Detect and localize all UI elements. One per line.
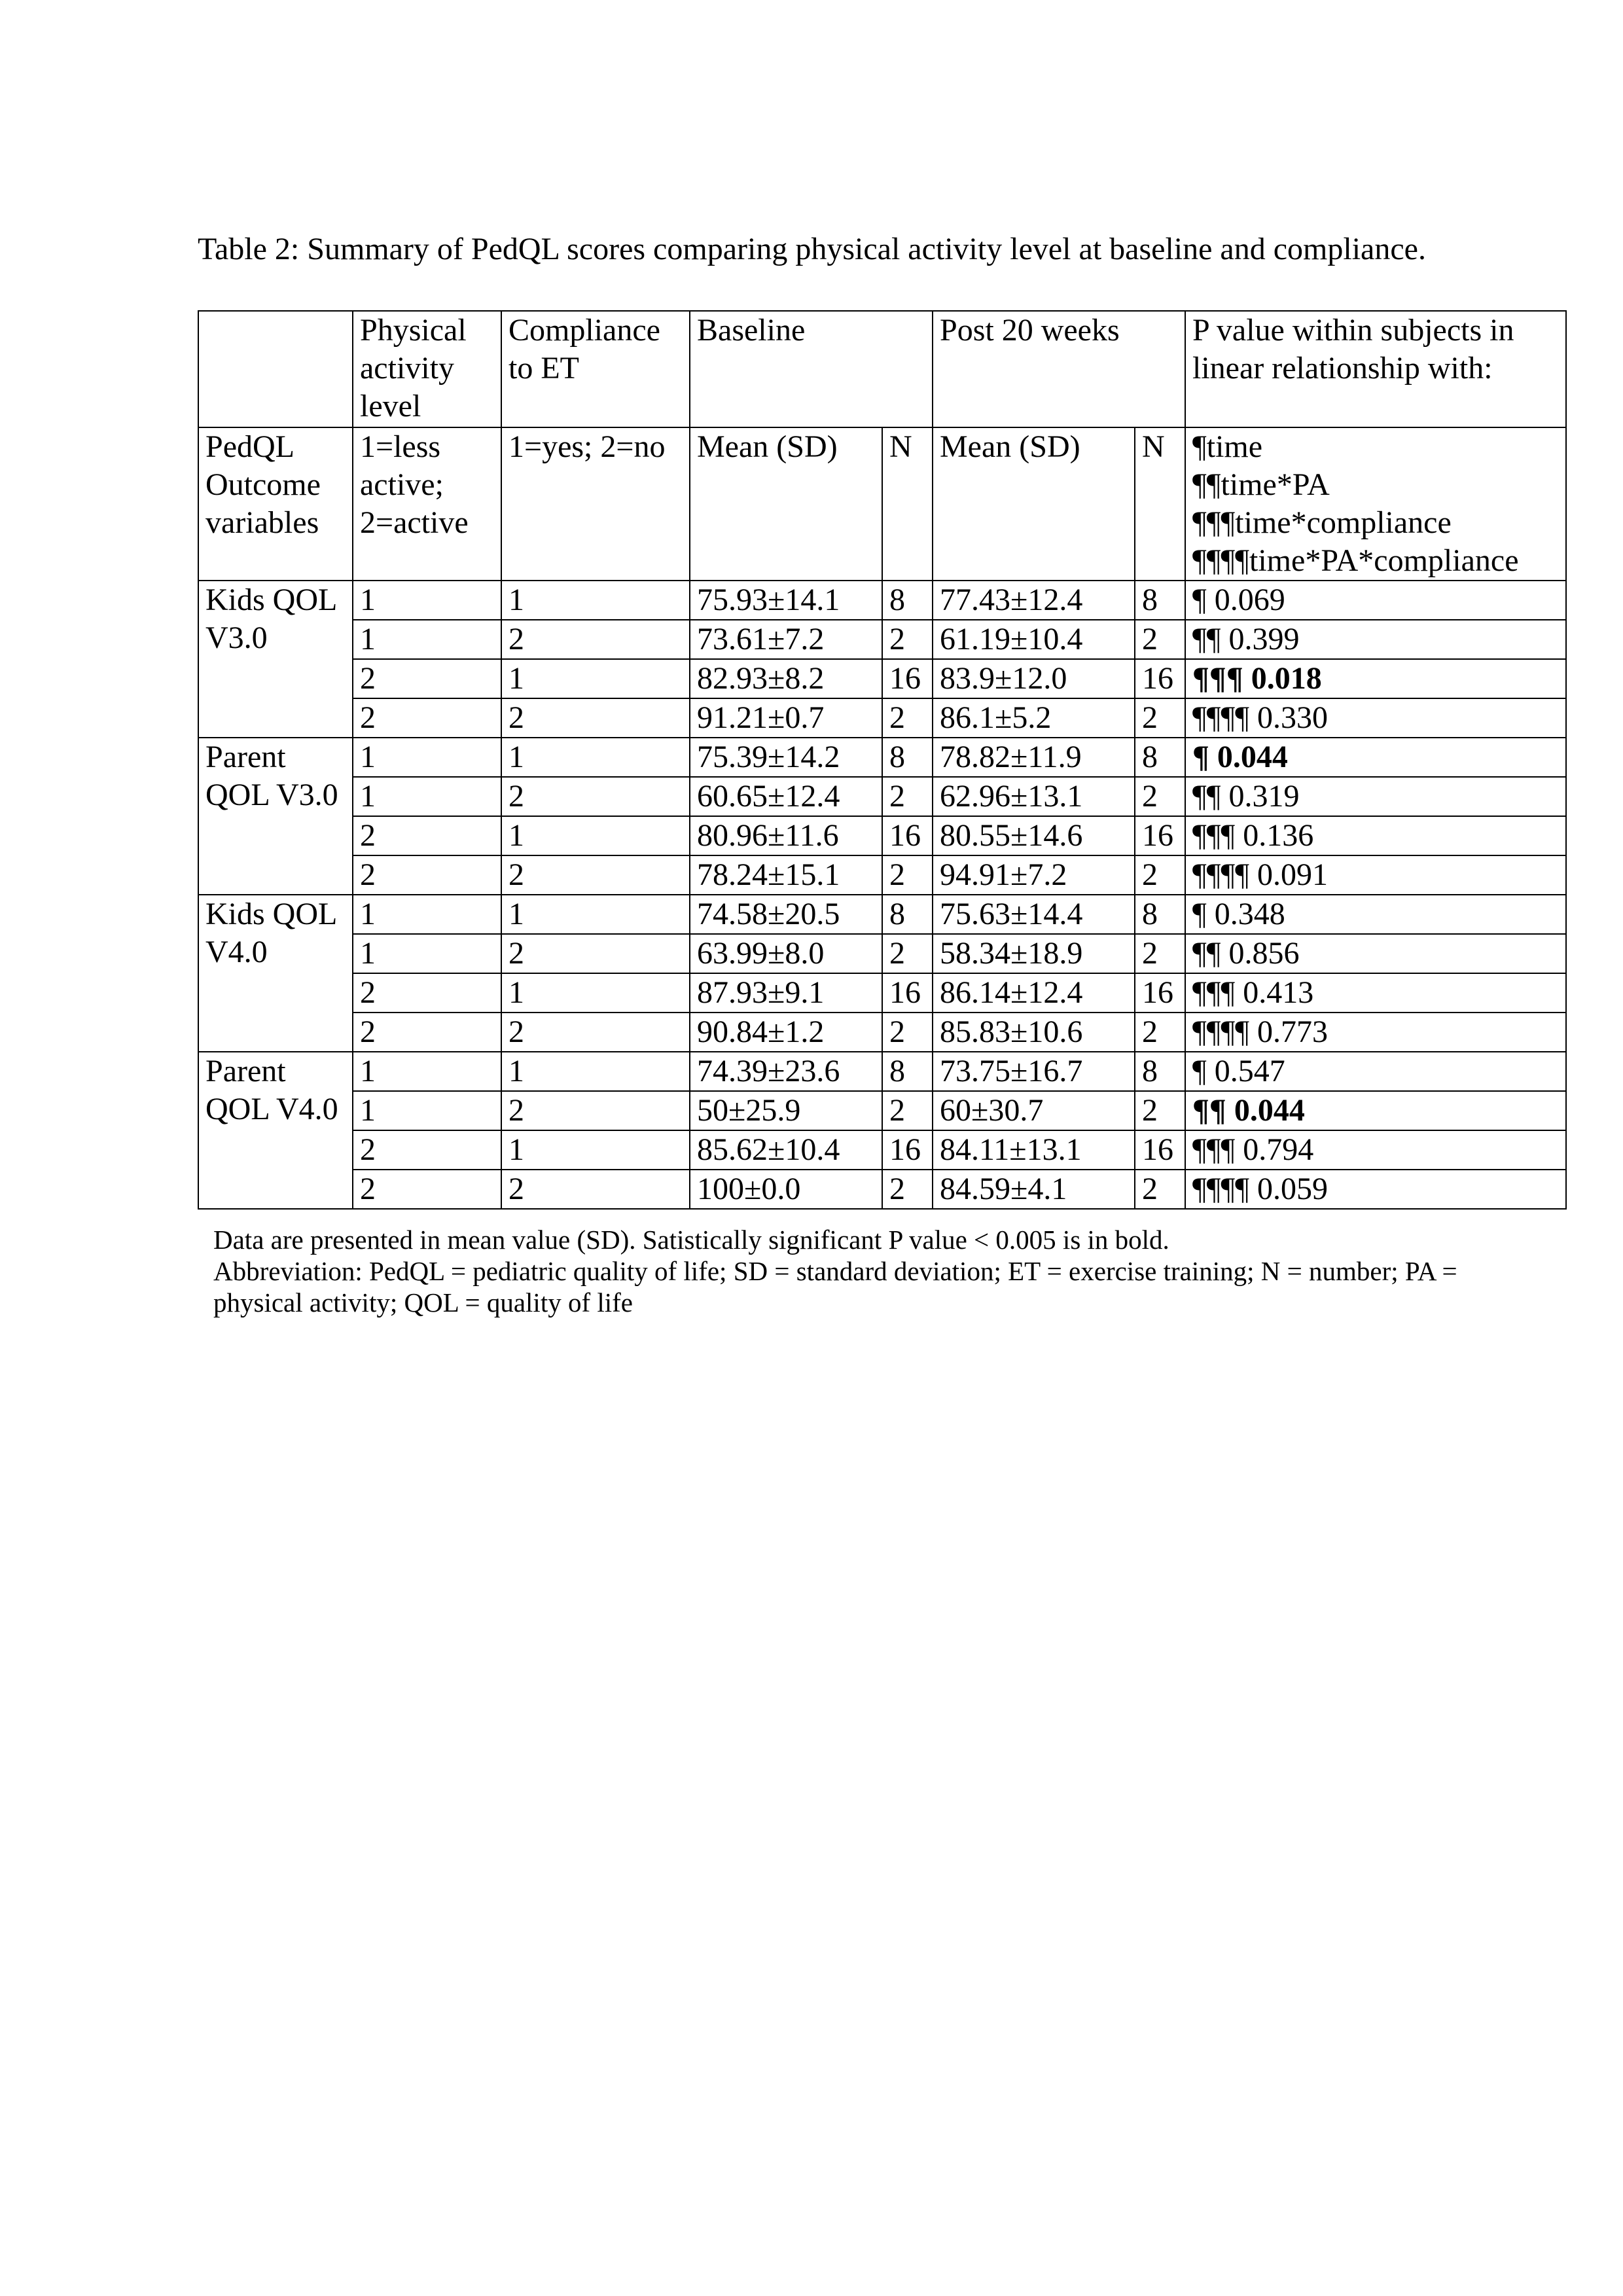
p-value-marker: ¶¶¶ [1192, 818, 1236, 853]
header-baseline-spacer [882, 311, 933, 427]
post-mean-cell: 75.63±14.4 [933, 895, 1135, 934]
physical-activity-cell: 1 [353, 581, 501, 620]
p-value-cell [1185, 973, 1566, 1013]
p-value-cell [1185, 659, 1566, 698]
baseline-n-cell: 16 [882, 973, 933, 1013]
post-mean-cell: 85.83±10.6 [933, 1013, 1135, 1052]
p-value-marker: ¶ [1192, 583, 1207, 617]
p-value-marker: ¶¶¶¶ [1192, 700, 1249, 735]
p-legend-line: ¶¶¶time*compliance [1192, 505, 1452, 540]
p-value-cell [1185, 1013, 1566, 1052]
baseline-mean-cell: 73.61±7.2 [690, 620, 882, 659]
p-value-cell [1185, 1091, 1566, 1130]
p-value-marker: ¶¶¶ [1192, 975, 1236, 1010]
post-n-cell: 2 [1135, 698, 1185, 738]
header-row-1 [198, 311, 1566, 427]
p-value-cell [1185, 934, 1566, 973]
compliance-cell: 1 [501, 738, 690, 777]
p-value-number: 0.091 [1257, 857, 1328, 892]
baseline-mean-cell: 50±25.9 [690, 1091, 882, 1130]
table-row [198, 1091, 1566, 1130]
compliance-cell: 2 [501, 1170, 690, 1209]
p-value-number: 0.856 [1228, 936, 1300, 971]
baseline-mean-cell: 60.65±12.4 [690, 777, 882, 816]
physical-activity-cell: 1 [353, 895, 501, 934]
table-row [198, 659, 1566, 698]
p-value-number: 0.069 [1214, 583, 1285, 617]
table-row [198, 581, 1566, 620]
post-n-cell: 16 [1135, 816, 1185, 855]
p-legend-line: ¶¶time*PA [1192, 467, 1330, 502]
post-n-cell: 8 [1135, 1052, 1185, 1091]
table-row [198, 738, 1566, 777]
p-value-number: 0.547 [1214, 1054, 1285, 1088]
physical-activity-cell: 2 [353, 1013, 501, 1052]
baseline-n-cell: 2 [882, 1013, 933, 1052]
baseline-n-cell: 2 [882, 855, 933, 895]
table-row [198, 1052, 1566, 1091]
header-physical-activity: Physical activity level [353, 311, 501, 427]
table-row [198, 777, 1566, 816]
note-abbreviations: Abbreviation: PedQL = pediatric quality of life; SD = standard deviation; ET = exercise training; N = number; PA = physical activity; QOL = quality of life [213, 1256, 1457, 1318]
physical-activity-cell: 2 [353, 973, 501, 1013]
p-value-marker: ¶¶¶ [1192, 1132, 1236, 1167]
p-value-marker: ¶¶¶ [1192, 661, 1243, 696]
p-value-cell [1185, 1130, 1566, 1170]
baseline-n-cell: 8 [882, 581, 933, 620]
p-value-cell [1185, 777, 1566, 816]
post-mean-cell: 84.59±4.1 [933, 1170, 1135, 1209]
p-value-number: 0.059 [1257, 1172, 1328, 1206]
pedql-summary-table [198, 310, 1567, 1210]
physical-activity-cell: 2 [353, 1170, 501, 1209]
post-mean-cell: 94.91±7.2 [933, 855, 1135, 895]
compliance-cell: 2 [501, 1091, 690, 1130]
compliance-cell: 1 [501, 581, 690, 620]
table-row [198, 934, 1566, 973]
p-value-number: 0.330 [1257, 700, 1328, 735]
physical-activity-cell: 1 [353, 1091, 501, 1130]
p-value-cell [1185, 698, 1566, 738]
baseline-mean-cell: 75.39±14.2 [690, 738, 882, 777]
table-caption: Table 2: Summary of PedQL scores comparing physical activity level at baseline and compliance. [198, 232, 1426, 266]
header-compliance: Compliance to ET [501, 311, 690, 427]
p-legend-line: ¶time [1192, 429, 1263, 464]
p-value-marker: ¶¶¶¶ [1192, 1172, 1249, 1206]
compliance-cell: 1 [501, 1052, 690, 1091]
baseline-n-cell: 16 [882, 816, 933, 855]
physical-activity-cell: 2 [353, 659, 501, 698]
table-row [198, 1170, 1566, 1209]
post-mean-cell: 61.19±10.4 [933, 620, 1135, 659]
p-value-number: 0.773 [1257, 1014, 1328, 1049]
p-value-number: 0.348 [1214, 897, 1285, 931]
p-value-cell [1185, 895, 1566, 934]
baseline-mean-cell: 85.62±10.4 [690, 1130, 882, 1170]
p-value-marker: ¶ [1192, 1054, 1207, 1088]
baseline-n-cell: 16 [882, 659, 933, 698]
post-mean-cell: 77.43±12.4 [933, 581, 1135, 620]
post-n-cell: 16 [1135, 973, 1185, 1013]
physical-activity-cell: 2 [353, 855, 501, 895]
table-row [198, 1013, 1566, 1052]
p-legend-line: ¶¶¶¶time*PA*compliance [1192, 543, 1519, 578]
post-n-cell: 8 [1135, 581, 1185, 620]
header-row-2 [198, 427, 1566, 581]
p-value-cell [1185, 1170, 1566, 1209]
baseline-n-cell: 2 [882, 777, 933, 816]
header-pa-coding: 1=less active; 2=active [353, 427, 501, 581]
baseline-mean-cell: 80.96±11.6 [690, 816, 882, 855]
compliance-cell: 2 [501, 855, 690, 895]
p-value-cell [1185, 816, 1566, 855]
post-mean-cell: 78.82±11.9 [933, 738, 1135, 777]
p-value-number: 0.794 [1243, 1132, 1314, 1167]
baseline-mean-cell: 75.93±14.1 [690, 581, 882, 620]
baseline-mean-cell: 63.99±8.0 [690, 934, 882, 973]
p-value-marker: ¶¶ [1192, 1093, 1226, 1128]
header-baseline-n: N [882, 427, 933, 581]
post-n-cell: 8 [1135, 738, 1185, 777]
table-row [198, 620, 1566, 659]
post-n-cell: 16 [1135, 659, 1185, 698]
compliance-cell: 2 [501, 698, 690, 738]
physical-activity-cell: 1 [353, 738, 501, 777]
physical-activity-cell: 2 [353, 1130, 501, 1170]
post-n-cell: 2 [1135, 1170, 1185, 1209]
post-mean-cell: 86.14±12.4 [933, 973, 1135, 1013]
baseline-mean-cell: 87.93±9.1 [690, 973, 882, 1013]
post-n-cell: 2 [1135, 1013, 1185, 1052]
compliance-cell: 1 [501, 816, 690, 855]
header-outcome-variables: PedQL Outcome variables [198, 427, 353, 581]
p-value-cell [1185, 620, 1566, 659]
physical-activity-cell: 1 [353, 1052, 501, 1091]
physical-activity-cell: 1 [353, 777, 501, 816]
p-value-number: 0.044 [1217, 740, 1288, 774]
post-mean-cell: 73.75±16.7 [933, 1052, 1135, 1091]
post-mean-cell: 62.96±13.1 [933, 777, 1135, 816]
table-row [198, 855, 1566, 895]
baseline-n-cell: 2 [882, 934, 933, 973]
p-value-marker: ¶¶ [1192, 779, 1221, 814]
header-post-spacer [1135, 311, 1185, 427]
header-p-value: P value within subjects in linear relationship with: [1185, 311, 1566, 427]
p-value-number: 0.018 [1251, 661, 1322, 696]
table-row [198, 816, 1566, 855]
baseline-mean-cell: 78.24±15.1 [690, 855, 882, 895]
compliance-cell: 1 [501, 659, 690, 698]
baseline-n-cell: 2 [882, 1170, 933, 1209]
p-value-cell [1185, 1052, 1566, 1091]
outcome-variable-name: Kids QOL V3.0 [198, 581, 353, 738]
baseline-n-cell: 8 [882, 738, 933, 777]
physical-activity-cell: 2 [353, 698, 501, 738]
p-value-marker: ¶¶ [1192, 622, 1221, 656]
baseline-mean-cell: 91.21±0.7 [690, 698, 882, 738]
post-n-cell: 2 [1135, 1091, 1185, 1130]
p-value-number: 0.319 [1228, 779, 1300, 814]
p-value-cell [1185, 581, 1566, 620]
baseline-n-cell: 2 [882, 698, 933, 738]
table-row [198, 698, 1566, 738]
post-n-cell: 2 [1135, 777, 1185, 816]
header-baseline: Baseline [690, 311, 882, 427]
post-mean-cell: 83.9±12.0 [933, 659, 1135, 698]
physical-activity-cell: 1 [353, 620, 501, 659]
baseline-n-cell: 8 [882, 895, 933, 934]
post-mean-cell: 84.11±13.1 [933, 1130, 1135, 1170]
p-value-number: 0.399 [1228, 622, 1300, 656]
baseline-n-cell: 16 [882, 1130, 933, 1170]
p-value-number: 0.136 [1243, 818, 1314, 853]
note-significance: Data are presented in mean value (SD). Satistically significant P value < 0.005 is in bold. [213, 1225, 1169, 1255]
p-value-marker: ¶ [1192, 897, 1207, 931]
post-n-cell: 16 [1135, 1130, 1185, 1170]
post-n-cell: 8 [1135, 895, 1185, 934]
baseline-n-cell: 2 [882, 620, 933, 659]
physical-activity-cell: 1 [353, 934, 501, 973]
outcome-variable-name: Kids QOL V4.0 [198, 895, 353, 1052]
header-post-n: N [1135, 427, 1185, 581]
table-notes [213, 1224, 1522, 1318]
header-p-legend [1185, 427, 1566, 581]
post-n-cell: 2 [1135, 855, 1185, 895]
baseline-n-cell: 2 [882, 1091, 933, 1130]
post-n-cell: 2 [1135, 620, 1185, 659]
compliance-cell: 1 [501, 895, 690, 934]
post-mean-cell: 86.1±5.2 [933, 698, 1135, 738]
compliance-cell: 2 [501, 620, 690, 659]
post-mean-cell: 80.55±14.6 [933, 816, 1135, 855]
baseline-mean-cell: 74.58±20.5 [690, 895, 882, 934]
physical-activity-cell: 2 [353, 816, 501, 855]
p-value-cell [1185, 738, 1566, 777]
baseline-mean-cell: 82.93±8.2 [690, 659, 882, 698]
outcome-variable-name: Parent QOL V3.0 [198, 738, 353, 895]
compliance-cell: 1 [501, 1130, 690, 1170]
p-value-marker: ¶¶¶¶ [1192, 857, 1249, 892]
p-value-marker: ¶¶¶¶ [1192, 1014, 1249, 1049]
header-compliance-coding: 1=yes; 2=no [501, 427, 690, 581]
header-baseline-mean: Mean (SD) [690, 427, 882, 581]
post-mean-cell: 60±30.7 [933, 1091, 1135, 1130]
table-row [198, 895, 1566, 934]
p-value-cell [1185, 855, 1566, 895]
post-mean-cell: 58.34±18.9 [933, 934, 1135, 973]
table-row [198, 973, 1566, 1013]
p-value-marker: ¶ [1192, 740, 1209, 774]
baseline-mean-cell: 100±0.0 [690, 1170, 882, 1209]
compliance-cell: 2 [501, 1013, 690, 1052]
p-value-marker: ¶¶ [1192, 936, 1221, 971]
baseline-mean-cell: 74.39±23.6 [690, 1052, 882, 1091]
post-n-cell: 2 [1135, 934, 1185, 973]
compliance-cell: 1 [501, 973, 690, 1013]
table-row [198, 1130, 1566, 1170]
header-post-mean: Mean (SD) [933, 427, 1135, 581]
baseline-mean-cell: 90.84±1.2 [690, 1013, 882, 1052]
baseline-n-cell: 8 [882, 1052, 933, 1091]
header-post-20-weeks: Post 20 weeks [933, 311, 1135, 427]
header-empty-cell [198, 311, 353, 427]
p-value-number: 0.044 [1234, 1093, 1305, 1128]
compliance-cell: 2 [501, 934, 690, 973]
p-value-number: 0.413 [1243, 975, 1314, 1010]
compliance-cell: 2 [501, 777, 690, 816]
outcome-variable-name: Parent QOL V4.0 [198, 1052, 353, 1209]
